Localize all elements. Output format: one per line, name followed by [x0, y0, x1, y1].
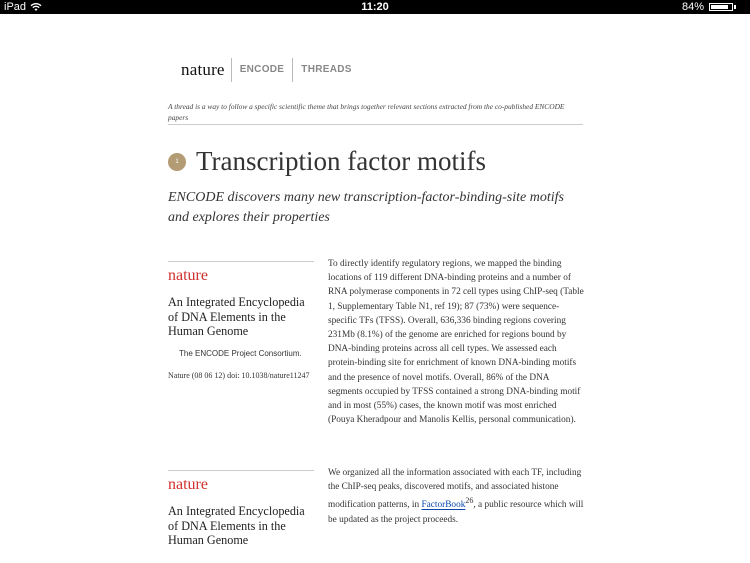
reference-card[interactable] [168, 470, 314, 548]
carrier-label: iPad [4, 1, 27, 13]
reference-authors: The ENCODE Project Consortium. [179, 349, 302, 359]
thread-number-badge: 1 [168, 153, 186, 171]
reference-card[interactable] [168, 261, 314, 383]
excerpt-paragraph [328, 466, 584, 527]
battery-fill [711, 5, 728, 9]
factorbook-link[interactable]: FactorBook [421, 500, 466, 511]
excerpt-text: We organized all the information associated with each TF, including the ChIP-seq peaks, discovered motifs, and associated histone modification patterns, in [328, 468, 582, 511]
thread-description: A thread is a way to follow a specific scientific theme that brings together relevant sections extracted from the co-published ENCODE papers [168, 102, 565, 122]
status-bar [0, 0, 750, 14]
battery-icon [709, 3, 733, 11]
nature-logo[interactable]: nature [181, 60, 225, 79]
masthead [181, 58, 360, 82]
reference-citation: Nature (08 06 12) doi: 10.1038/nature11247 [168, 371, 310, 381]
reference-superscript[interactable]: 26 [465, 496, 474, 506]
clock: 11:20 [361, 1, 389, 13]
page-subtitle: ENCODE discovers many new transcription-factor-binding-site motifs and explores their properties [168, 190, 564, 225]
reference-title[interactable]: An Integrated Encyclopedia of DNA Elements in the Human Genome [168, 295, 305, 339]
journal-logo: nature [168, 476, 208, 493]
nav-link-threads[interactable]: THREADS [292, 58, 359, 82]
excerpt-paragraph: To directly identify regulatory regions, we mapped the binding locations of 119 different DNA-binding proteins and a number of RNA polymerase components in 72 cell types using ChIP-seq (Table 1, Supplementary Table N1, ref 19); 87 (73%) were sequence-specific TFs (TFSS). Overall, 636,336 binding regions covering 231Mb (8.1%) of the genome are enriched for regions bound by DNA-binding proteins across all cell types. We assessed each protein-binding site for enrichment of known DNA-binding motifs and the presence of novel motifs. Overall, 86% of the DNA segments occupied by TFSS contained a strong DNA-binding motif and in most (55%) cases, the known motif was most enriched (Pouya Kheradpour and Manolis Kellis, personal communication). [328, 259, 584, 426]
journal-logo: nature [168, 267, 208, 284]
excerpt-text: , a public resource which will be updated as the project proceeds. [328, 500, 584, 525]
reference-title[interactable]: An Integrated Encyclopedia of DNA Elements in the Human Genome [168, 504, 305, 548]
nav-link-encode[interactable]: ENCODE [231, 58, 293, 82]
battery-percent: 84% [682, 1, 705, 13]
page-title: Transcription factor motifs [196, 146, 486, 176]
divider [168, 124, 583, 125]
